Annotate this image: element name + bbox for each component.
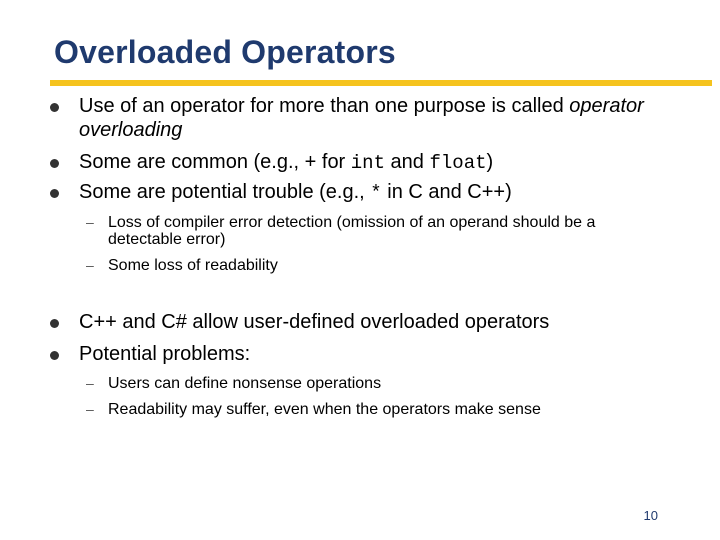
bullet-italic-term: operator overloading	[79, 95, 644, 141]
sub-bullet-text: Loss of compiler error detection (omission of an operand should be a detectable error)	[108, 214, 596, 248]
sub-bullet-text: Some loss of readability	[108, 257, 278, 274]
dash-icon: –	[86, 401, 94, 417]
bullet-dot-icon	[50, 189, 59, 198]
bullet-text: C++ and C# allow user-defined overloaded operators	[79, 311, 550, 333]
dash-icon: –	[86, 214, 94, 230]
title-underline	[50, 80, 712, 86]
bullet-dot-icon	[50, 103, 59, 112]
bullet-dot-icon	[50, 351, 59, 360]
sub-bullet-text: Readability may suffer, even when the operators make sense	[108, 401, 541, 418]
bullet-text: Use of an operator for more than one purpose is called operator overloading	[79, 95, 644, 141]
sub-bullet-text: Users can define nonsense operations	[108, 375, 382, 392]
bullet-dot-icon	[50, 159, 59, 168]
bullet-text: Some are common (e.g., + for int and float)	[79, 151, 494, 174]
bullet-text: Some are potential trouble (e.g., * in C and C++)	[79, 181, 512, 204]
slide-title: Overloaded Operators	[54, 34, 396, 70]
bullet-dot-icon	[50, 319, 59, 328]
bullet-text: Potential problems:	[79, 343, 251, 365]
dash-icon: –	[86, 375, 94, 391]
code-float: float	[429, 152, 487, 174]
dash-icon: –	[86, 257, 94, 273]
code-int: int	[350, 152, 385, 174]
page-number: 10	[643, 508, 658, 523]
code-asterisk: *	[370, 182, 382, 204]
